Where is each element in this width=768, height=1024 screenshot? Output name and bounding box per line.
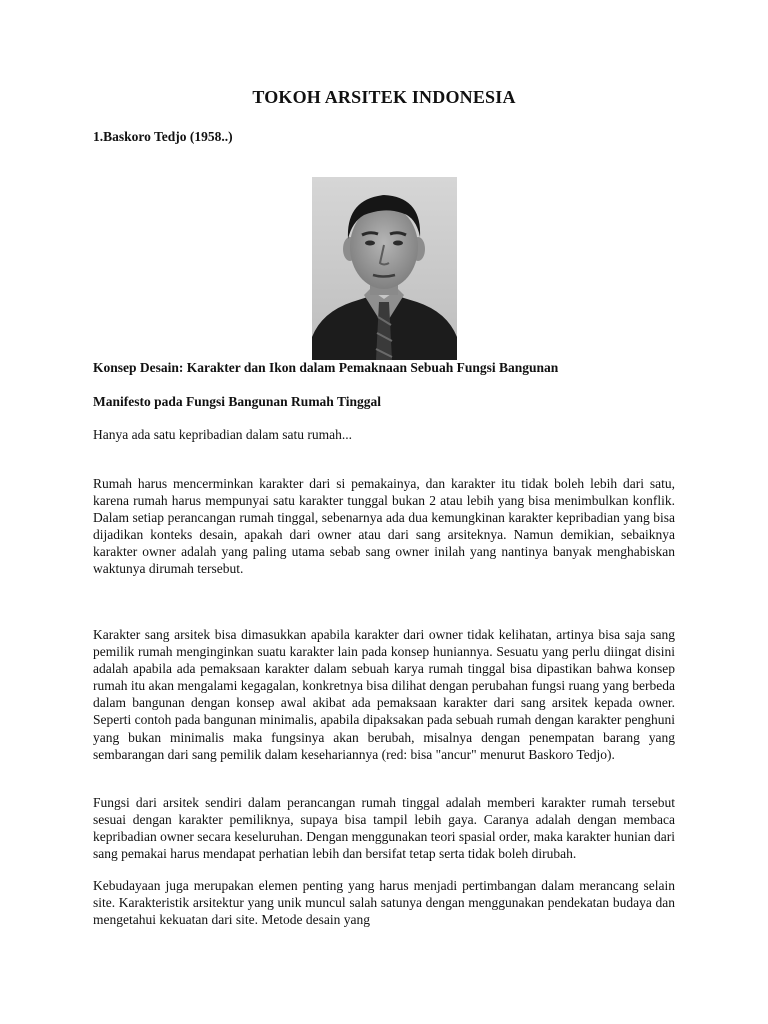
portrait-image <box>312 177 457 360</box>
portrait-photo <box>312 177 457 360</box>
body-paragraph-1: Rumah harus mencerminkan karakter dari si pemakainya, dan karakter itu tidak boleh lebih dari satu, karena rumah harus mempunyai satu karakter tunggal bukan 2 atau lebih yang bisa menimbulkan konflik. Dalam setiap perancangan rumah tinggal, sebenarnya ada dua kemungkinan karakter kepribadian yang bisa dijadikan konteks desain, apakah dari owner atau dari sang arsiteknya. Namun demikian, sebaiknya karakter owner adalah yang paling utama sebab sang owner inilah yang nantinya banyak menghabiskan waktunya dirumah tersebut. <box>93 476 675 577</box>
page-title: TOKOH ARSITEK INDONESIA <box>252 87 516 107</box>
body-paragraph-2: Karakter sang arsitek bisa dimasukkan apabila karakter dari owner tidak kelihatan, artinya bisa saja sang pemilik rumah menginginkan suatu karakter lain pada konsep huniannya. Sesuatu yang perlu diingat disini adalah apabila ada pemaksaan karakter dalam sebuah karya rumah tinggal bisa dipastikan bahwa konsep rumah itu akan mengalami kegagalan, konkretnya bisa dilihat dengan perubahan fungsi ruang yang berbeda dalam bangunan dengan konsep awal akibat ada pemaksaan karakter dari sang arsitek kepada owner. Seperti contoh pada bangunan minimalis, apabila dipaksakan pada sebuah rumah dengan karakter penghuni yang bukan minimalis maka fungsinya akan berubah, misalnya dengan penempatan barang yang sembarangan dari sang pemilik dalam kesehariannya (red: bisa "ancur" menurut Baskoro Tedjo). <box>93 627 675 762</box>
intro-line: Hanya ada satu kepribadian dalam satu rumah... <box>93 427 353 442</box>
manifesto-heading: Manifesto pada Fungsi Bangunan Rumah Tinggal <box>93 394 381 409</box>
section-heading: 1.Baskoro Tedjo (1958..) <box>93 129 233 144</box>
body-paragraph-4: Kebudayaan juga merupakan elemen penting yang harus menjadi pertimbangan dalam merancang selain site. Karakteristik arsitektur yang unik muncul salah satunya dengan menggunakan pendekatan budaya dan mengetahui kekuatan dari site. Metode desain yang <box>93 878 675 928</box>
concept-heading: Konsep Desain: Karakter dan Ikon dalam Pemaknaan Sebuah Fungsi Bangunan <box>93 360 559 375</box>
body-paragraph-3: Fungsi dari arsitek sendiri dalam perancangan rumah tinggal adalah memberi karakter rumah tersebut sesuai dengan karakter pemiliknya, supaya bisa tampil lebih gaya. Caranya adalah dengan membaca kepribadian owner secara keseluruhan. Dengan menggunakan teori spasial order, maka karakter hunian dari sang pemakai harus mendapat perhatian lebih dan bersifat tetap serta tidak boleh dirubah. <box>93 795 675 862</box>
